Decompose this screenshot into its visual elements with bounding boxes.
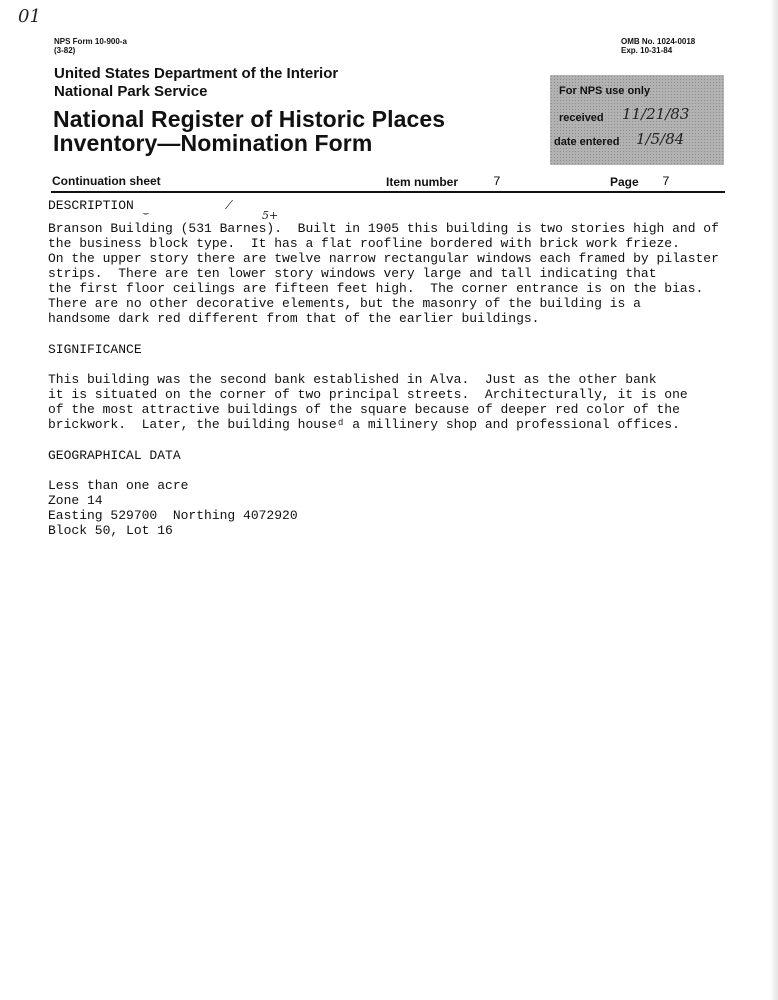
page-label: Page <box>610 175 639 189</box>
continuation-sheet-label: Continuation sheet <box>52 174 161 188</box>
form-number: NPS Form 10-900-a <box>54 37 127 46</box>
form-revision: (3-82) <box>54 46 76 55</box>
geographical-heading: GEOGRAPHICAL DATA <box>48 448 181 463</box>
nps-use-only-box <box>550 75 724 165</box>
date-entered-label: date entered <box>554 136 620 148</box>
geographical-line: Easting 529700 Northing 4072920 <box>48 508 298 523</box>
continuation-rule <box>51 191 725 193</box>
form-title-line1: National Register of Historic Places <box>53 106 446 132</box>
significance-line: brickwork. Later, the building houseᵈ a millinery shop and professional offices. <box>48 417 680 432</box>
form-title-line2: Inventory—Nomination Form <box>53 130 373 156</box>
item-number-value: 7 <box>493 174 501 189</box>
significance-line: This building was the second bank established in Alva. Just as the other bank <box>48 372 657 387</box>
pencil-tick-mark: ⌣ <box>142 208 149 219</box>
service-name: National Park Service <box>54 83 208 100</box>
street-number-insert: 5+ <box>262 209 279 222</box>
significance-line: of the most attractive buildings of the square because of deeper red color of the <box>48 402 680 417</box>
significance-heading: SIGNIFICANCE <box>48 342 142 357</box>
scan-edge-shadow <box>770 0 778 1000</box>
description-heading: DESCRIPTION <box>48 198 134 213</box>
description-line: There are no other decorative elements, but the masonry of the building is a <box>48 296 641 311</box>
received-date-handwritten: 11/21/83 <box>622 105 690 123</box>
item-number-label: Item number <box>386 175 459 189</box>
significance-line: it is situated on the corner of two principal streets. Architecturally, it is one <box>48 387 688 402</box>
description-line: the first floor ceilings are fifteen feet high. The corner entrance is on the bias. <box>48 281 704 296</box>
department-name: United States Department of the Interior <box>54 65 339 82</box>
pencil-slash-mark: ⁄ <box>228 198 231 212</box>
description-line: handsome dark red different from that of the earlier buildings. <box>48 311 540 326</box>
geographical-line: Less than one acre <box>48 478 189 493</box>
corner-handwritten-mark: 01 <box>18 6 41 27</box>
description-line: the business block type. It has a flat roofline bordered with brick work frieze. <box>48 236 680 251</box>
page-value: 7 <box>662 174 670 189</box>
omb-number: OMB No. 1024-0018 <box>621 37 696 46</box>
description-line: On the upper story there are twelve narrow rectangular windows each framed by pilaster <box>48 251 719 266</box>
description-line: strips. There are ten lower story windows very large and tall indicating that <box>48 266 657 281</box>
date-entered-handwritten: 1/5/84 <box>636 130 685 148</box>
geographical-line: Zone 14 <box>48 493 103 508</box>
description-line: Branson Building (531 Barnes). Built in 1905 this building is two stories high and of <box>48 221 719 236</box>
geographical-line: Block 50, Lot 16 <box>48 523 173 538</box>
expiration-date: Exp. 10-31-84 <box>621 46 673 55</box>
nps-box-title: For NPS use only <box>559 85 651 97</box>
received-label: received <box>559 112 604 124</box>
